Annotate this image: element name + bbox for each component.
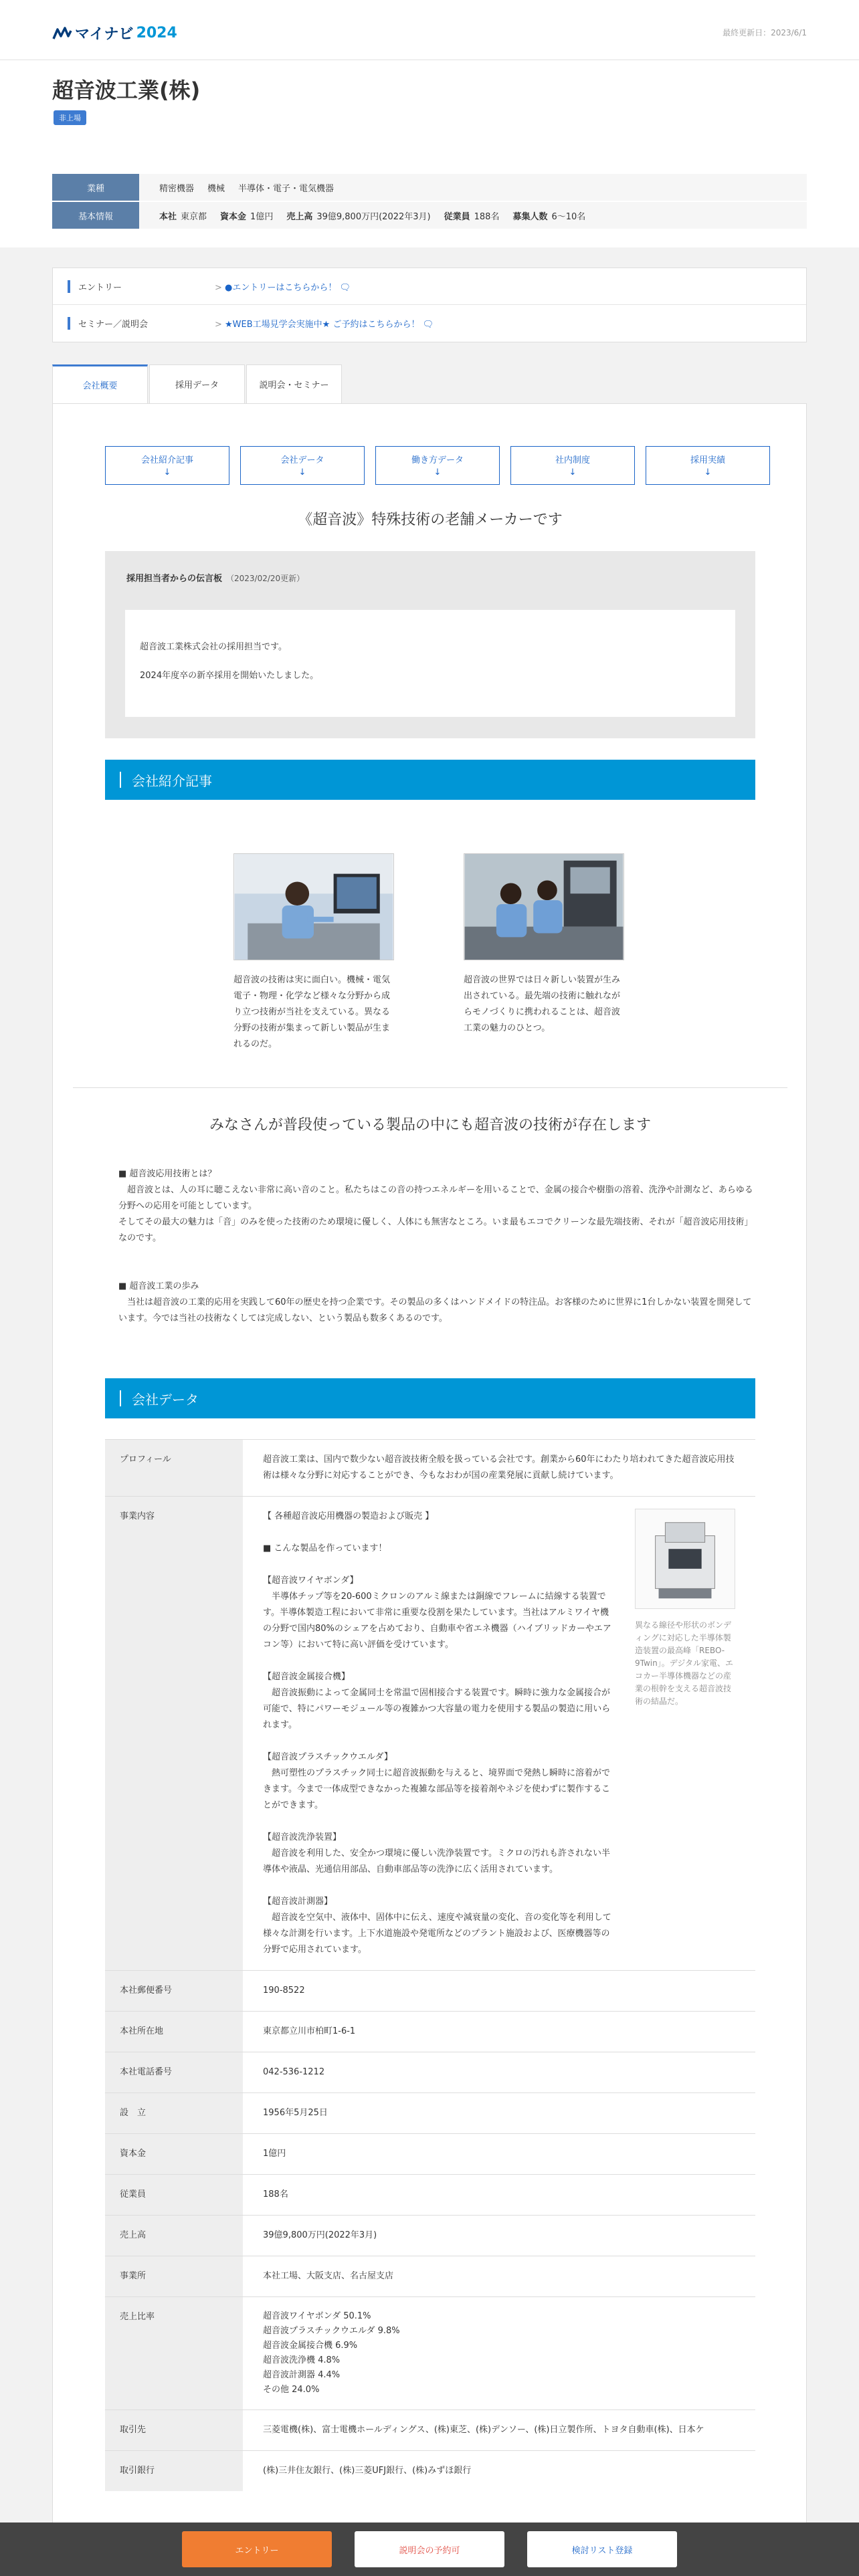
- tab-recruit-data[interactable]: 採用データ: [149, 364, 245, 403]
- tech-paragraph: ■ 超音波工業の歩み 当社は超音波の工業的応用を実践して60年の歴史を持つ企業です。その製品の多くはハンドメイドの特注品。お客様のために世界に1台しかない装置を開発しています。今では当社の技術なくしては完成しない、という製品も数多くあるのです。: [118, 1279, 755, 1327]
- arrow-down-icon: ↓: [298, 467, 306, 477]
- table-row: [105, 2297, 755, 2410]
- anchor-company-articles[interactable]: 会社紹介記事 ↓: [105, 446, 229, 485]
- catchcopy: 《超音波》特殊技術の老舗メーカーです: [298, 512, 563, 528]
- row-value: 1956年5月25日: [243, 2093, 755, 2134]
- industry-label: 業種: [52, 174, 139, 201]
- row-value: 190-8522: [243, 1971, 755, 2012]
- row-label: 本社郵便番号: [105, 1971, 243, 2012]
- basic-info-label: 基本情報: [52, 202, 139, 229]
- anchor-company-data[interactable]: 会社データ ↓: [240, 446, 365, 485]
- row-label: 取引銀行: [105, 2451, 243, 2492]
- logo-year: 2024: [136, 25, 177, 41]
- section-heading-company-data: 会社データ: [105, 1378, 755, 1418]
- list-item: 超音波計測器 4.4%: [263, 2370, 341, 2380]
- product-caption: 異なる線径や形状のボンディングに対応した半導体製造装置の最高峰「REBO-9Twin」。デジタル家電、エコカー半導体機器などの産業の根幹を支える超音波技術の結晶だ。: [635, 1620, 734, 1706]
- table-row: [105, 2216, 755, 2256]
- industry-item: 半導体・電子・電気機器: [238, 183, 335, 194]
- sales-ratio-list: [243, 2297, 755, 2410]
- article-text: 超音波の世界では日々新しい装置が生み出されている。最先端の技術に触れながらモノづくりに携われることは、超音波工業の魅力のひとつ。: [464, 975, 621, 1033]
- table-row: [105, 2012, 755, 2052]
- capital-label: 資本金: [220, 211, 247, 222]
- row-label: 本社所在地: [105, 2012, 243, 2052]
- fixed-action-bar: [0, 2523, 859, 2576]
- sales-value: 39億9,800万円(2022年3月): [316, 211, 431, 222]
- article-photo: [233, 853, 394, 960]
- row-label: 売上高: [105, 2216, 243, 2256]
- capital-value: 1億円: [250, 211, 274, 222]
- anchor-internal-systems[interactable]: 社内制度 ↓: [510, 446, 635, 485]
- row-value: (株)三井住友銀行、(株)三菱UFJ銀行、(株)みずほ銀行: [243, 2451, 755, 2492]
- entry-row: [53, 268, 806, 305]
- hires-label: 募集人数: [512, 211, 548, 222]
- arrow-down-icon: ↓: [163, 467, 171, 477]
- company-header: [0, 60, 859, 247]
- tab-seminar[interactable]: 説明会・セミナー: [246, 364, 342, 403]
- hires-value: 6～10名: [551, 211, 586, 222]
- arrow-down-icon: ↓: [569, 467, 577, 477]
- row-value: 超音波工業は、国内で数少ない超音波技術全般を扱っている会社です。創業から60年にわたり培われてきた超音波応用技術は様々な分野に対応することができ、今もなおわが国の産業発展に貢献し続けています。: [243, 1440, 755, 1497]
- message-title: 採用担当者からの伝言板: [126, 574, 223, 584]
- list-item: その他 24.0%: [263, 2385, 320, 2395]
- company-name: 超音波工業(株): [52, 78, 201, 103]
- row-label: 従業員: [105, 2175, 243, 2216]
- table-row: [105, 2093, 755, 2134]
- main-content: [52, 403, 807, 2576]
- logo-mark-icon: [52, 27, 72, 40]
- row-label: 本社電話番号: [105, 2052, 243, 2093]
- tab-company-overview[interactable]: 会社概要: [52, 364, 148, 403]
- tech-paragraph: ■ 超音波応用技術とは？ 超音波とは、人の耳に聴こえない非常に高い音のこと。私たちはこの音の持つエネルギーを用いることで、金属の接合や樹脂の溶着、洗浄や計測など、あらゆる分野への応用を可能としています。 そしてその最大の魅力は「音」のみを使った技術のため環境に優しく、人体にも無害なところ。いま最もエコでクリーンな最先端技術、それが「超音波応用技術」なのです。: [118, 1166, 755, 1247]
- entry-button[interactable]: エントリー: [182, 2531, 332, 2567]
- industry-value: [139, 181, 334, 194]
- industry-item: 機械: [207, 183, 225, 194]
- add-to-list-button[interactable]: 検討リスト登録: [527, 2531, 677, 2567]
- section-heading-articles: 会社紹介記事: [105, 760, 755, 800]
- row-value: 東京都立川市柏町1-6-1: [243, 2012, 755, 2052]
- arrow-down-icon: ↓: [704, 467, 712, 477]
- recruiter-message-board: [105, 551, 755, 738]
- hq-value: 東京都: [181, 211, 207, 222]
- message-line: 超音波工業株式会社の採用担当です。: [140, 642, 287, 652]
- row-value: 39億9,800万円(2022年3月): [243, 2216, 755, 2256]
- tech-subheading: ■ 超音波工業の歩み: [118, 1281, 199, 1291]
- entry-label: エントリー: [68, 280, 215, 293]
- table-row: [105, 2451, 755, 2492]
- message-date: （2023/02/20更新）: [226, 574, 305, 583]
- message-line: 2024年度卒の新卒採用を開始いたしました。: [140, 671, 319, 681]
- anchor-workstyle-data[interactable]: 働き方データ ↓: [375, 446, 500, 485]
- anchor-hiring-record[interactable]: 採用実績 ↓: [646, 446, 770, 485]
- product-figure: [635, 1509, 735, 1958]
- message-body: [125, 610, 735, 717]
- row-label: 設 立: [105, 2093, 243, 2134]
- business-description: 【 各種超音波応用機器の製造および販売 】 ■ こんな製品を作っています！ 【超音波ワイヤボンダ】 半導体チップ等を20-600ミクロンのアルミ線または銅線でフレームに結線する装置です。半導体製造工程において非常に重要な役割を果たしています。当社はアルミワイヤ機の分野で国内80%のシェアを占めており、自動車や省エネ機器（ハイブリッドカーやエアコン等）において特に高い評価を受けています。 【超音波金属接合機】 超音波振動によって金属同士を常温で固相接合する装置です。瞬時に強力な金属接合が可能で、特にパワーモジュール等の複雑かつ大容量の電力を使用する製品の製造に用いられます。 【超音波プラスチックウエルダ】 熱可塑性のプラスチック同士に超音波振動を与えると、境界面で発熱し瞬時に溶着ができます。今まで一体成型できなかった複雑な部品等を接着剤やネジを使わずに製作することができます。 【超音波洗浄装置】 超音波を利用した、安全かつ環境に優しい洗浄装置です。ミクロの汚れも許されない半導体や液晶、光通信用部品、自動車部品等の洗浄に広く活用されています。 【超音波計測器】 超音波を空気中、液体中、固体中に伝え、速度や減衰量の変化、音の変化等を利用して様々な計測を行います。上下水道施設や発電所などのプラント施設および、医療機器等の分野で応用されています。: [263, 1511, 611, 1955]
- list-item: 超音波ワイヤボンダ 50.1%: [263, 2311, 371, 2321]
- row-label: 資本金: [105, 2134, 243, 2175]
- entry-box: [52, 267, 807, 342]
- row-value: 本社工場、大阪支店、名古屋支店: [243, 2256, 755, 2297]
- company-basic-info: [52, 174, 807, 230]
- list-item: 超音波洗浄機 4.8%: [263, 2355, 341, 2365]
- listed-badge: 非上場: [54, 110, 86, 125]
- site-header: [0, 0, 859, 60]
- table-row: [105, 1440, 755, 1497]
- row-value: 042-536-1212: [243, 2052, 755, 2093]
- logo-text: マイナビ: [75, 26, 134, 43]
- seminar-label: セミナー／説明会: [68, 317, 215, 330]
- page-tabs: [52, 364, 343, 403]
- article-card[interactable]: [233, 853, 394, 1053]
- table-row: [105, 1497, 755, 1971]
- section-divider: [73, 1087, 787, 1088]
- company-data-table: [105, 1439, 755, 2491]
- industry-row: [52, 174, 807, 201]
- sales-label: 売上高: [286, 211, 313, 222]
- row-label: 売上比率: [105, 2297, 243, 2410]
- article-card[interactable]: [464, 853, 624, 1037]
- seminar-row: [53, 305, 806, 342]
- arrow-down-icon: ↓: [434, 467, 442, 477]
- article-text: 超音波の技術は実に面白い。機械・電気電子・物理・化学など様々な分野から成り立つ技術が当社を支えている。異なる分野の技術が集まって新しい製品が生まれるのだ。: [233, 975, 391, 1049]
- anchor-links: [105, 446, 770, 485]
- table-row: [105, 2052, 755, 2093]
- seminar-link[interactable]: > ★WEB工場見学会実施中★ ご予約はこちらから！ 🗨: [215, 317, 434, 330]
- list-item: 超音波プラスチックウエルダ 9.8%: [263, 2326, 400, 2336]
- list-item: 超音波金属接合機 6.9%: [263, 2341, 358, 2351]
- article-photo: [464, 853, 624, 960]
- table-row: [105, 2134, 755, 2175]
- row-value: 三菱電機(株)、富士電機ホールディングス、(株)東芝、(株)デンソー、(株)日立製作所、トヨタ自動車(株)、日本ケ: [243, 2410, 755, 2451]
- tech-subheading: ■ 超音波応用技術とは？: [118, 1169, 217, 1179]
- basic-info-row: [52, 202, 807, 229]
- entry-link[interactable]: > ●エントリーはこちらから！ 🗨: [215, 280, 351, 293]
- basic-info-value: [139, 209, 585, 222]
- mynavi-logo[interactable]: [52, 23, 177, 43]
- employees-value: 188名: [474, 211, 500, 222]
- table-row: [105, 1971, 755, 2012]
- row-label: 事業内容: [105, 1497, 243, 1971]
- table-row: [105, 2410, 755, 2451]
- table-row: [105, 2175, 755, 2216]
- table-row: [105, 2256, 755, 2297]
- industry-item: 精密機器: [159, 183, 195, 194]
- row-label: 事業所: [105, 2256, 243, 2297]
- row-value: 188名: [243, 2175, 755, 2216]
- product-photo: [635, 1509, 735, 1609]
- tech-heading: みなさんが普段使っている製品の中にも超音波の技術が存在します: [209, 1117, 651, 1134]
- row-label: プロフィール: [105, 1440, 243, 1497]
- employees-label: 従業員: [444, 211, 470, 222]
- seminar-reservation-button[interactable]: 説明会の予約可: [355, 2531, 504, 2567]
- row-label: 取引先: [105, 2410, 243, 2451]
- last-updated: 最終更新日：2023/6/1: [723, 28, 807, 37]
- row-value: 1億円: [243, 2134, 755, 2175]
- hq-label: 本社: [159, 211, 177, 222]
